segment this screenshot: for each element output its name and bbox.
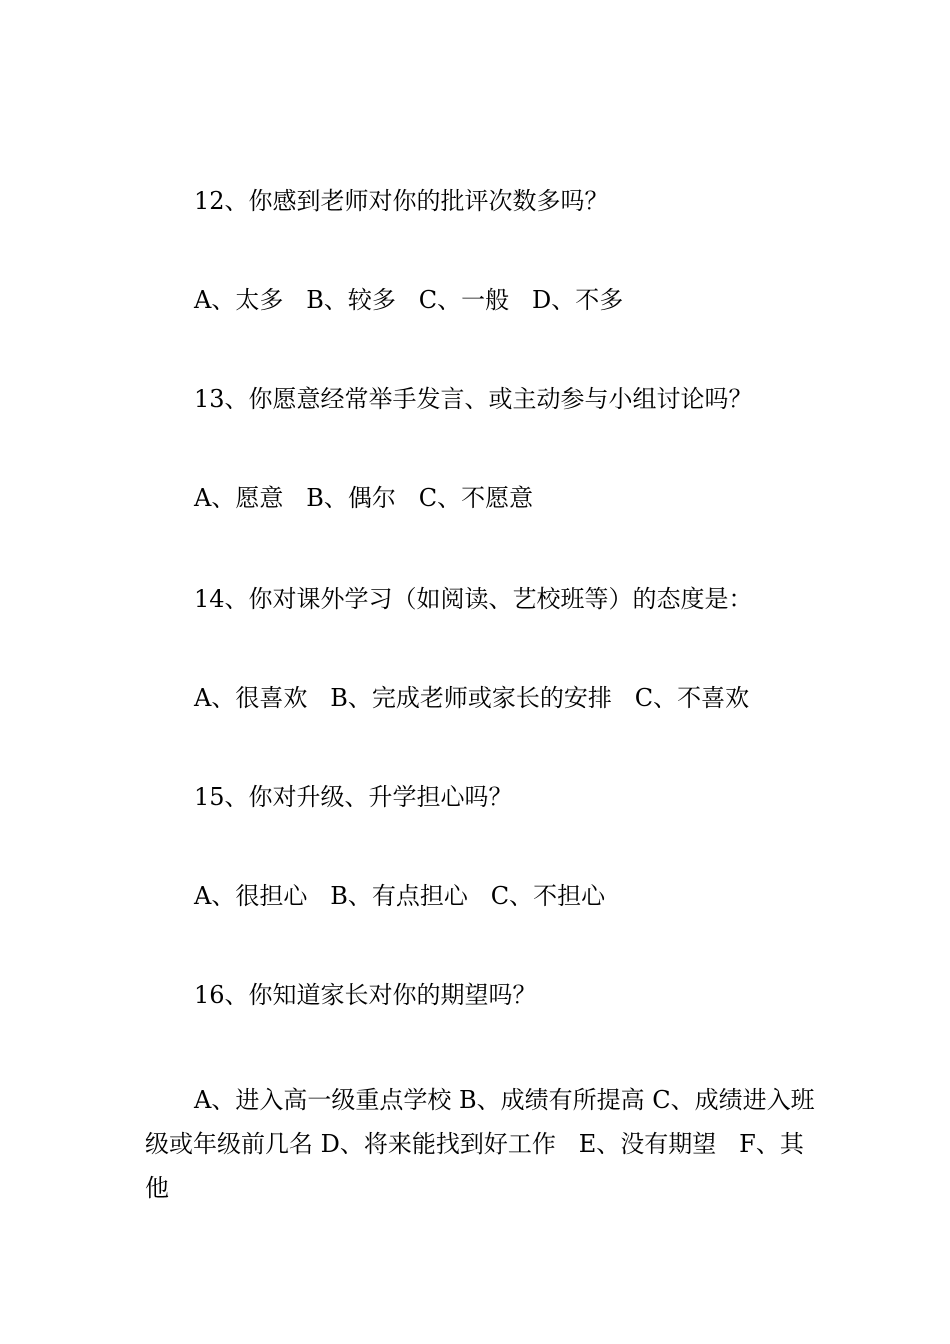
options-15: A、很担心 B、有点担心 C、不担心 <box>194 882 606 910</box>
options-16-paragraph <box>145 1078 815 1210</box>
options-16-line-2: 级或年级前几名 D、将来能找到好工作 E、没有期望 F、其 <box>145 1130 804 1158</box>
options-14: A、很喜欢 B、完成老师或家长的安排 C、不喜欢 <box>194 684 750 712</box>
options-13: A、愿意 B、偶尔 C、不愿意 <box>194 484 534 512</box>
question-12: 12、你感到老师对你的批评次数多吗？ <box>194 187 609 215</box>
options-12: A、太多 B、较多 C、一般 D、不多 <box>194 286 624 314</box>
options-16-line-1: A、进入高一级重点学校 B、成绩有所提高 C、成绩进入班 <box>194 1086 815 1114</box>
question-14: 14、你对课外学习（如阅读、艺校班等）的态度是： <box>194 585 753 613</box>
options-16-line-3: 他 <box>145 1174 169 1202</box>
question-16: 16、你知道家长对你的期望吗？ <box>194 981 537 1009</box>
question-15: 15、你对升级、升学担心吗？ <box>194 783 513 811</box>
question-13: 13、你愿意经常举手发言、或主动参与小组讨论吗？ <box>194 385 753 413</box>
